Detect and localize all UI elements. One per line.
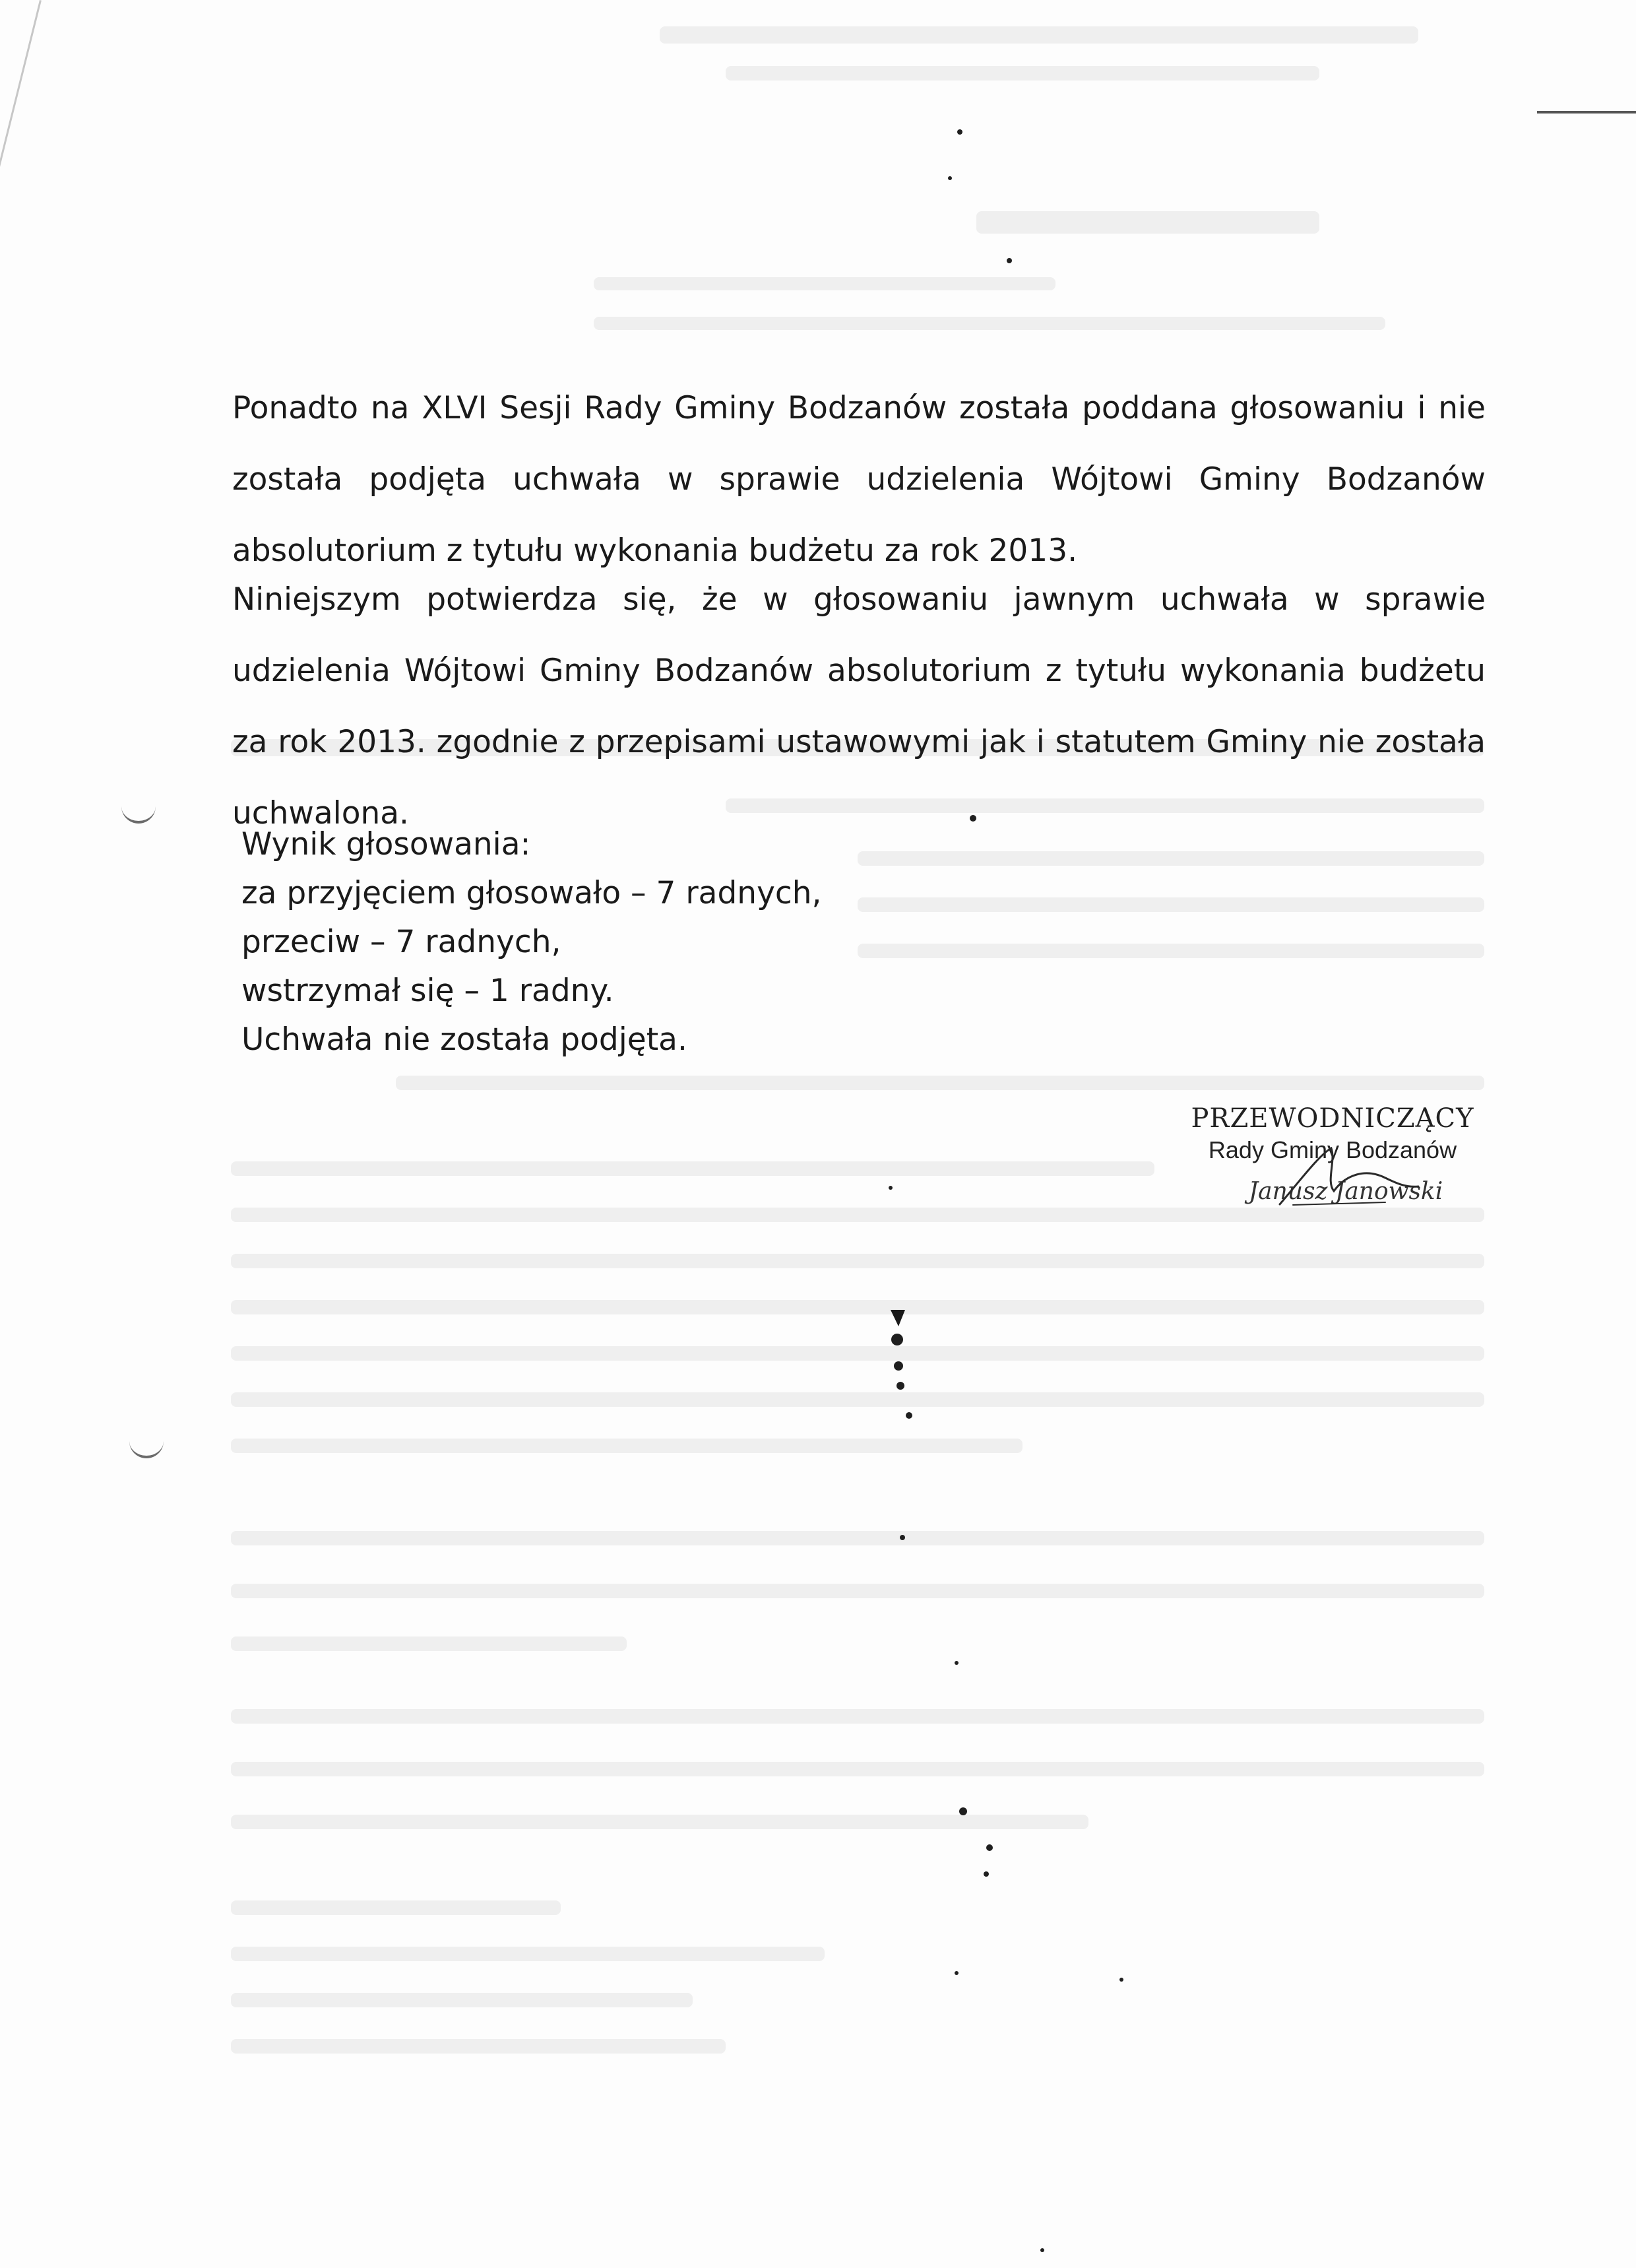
vote-against-count: przeciw – 7 radnych,	[241, 924, 561, 960]
vote-result-heading: Wynik głosowania:	[241, 826, 531, 862]
signature-name: Janusz Janowski	[1248, 1178, 1443, 1205]
handwritten-signature-mark	[1253, 1142, 1425, 1214]
paragraph-confirmation: Niniejszym potwierdza się, że w głosowaniu jawnym uchwała w sprawie udzielenia Wójtowi Gminy Bodzanów absolutorium z tytułu wykonania budżetu za rok 2013. zgodnie z przepisami ustawowymi jak i statutem Gminy nie została uchwalona.	[232, 581, 1486, 831]
signature-stamp	[1121, 1102, 1544, 1218]
paragraph-session-resolution: Ponadto na XLVI Sesji Rady Gminy Bodzanów została poddana głosowaniu i nie została podjęta uchwała w sprawie udzielenia Wójtowi Gminy Bodzanów absolutorium z tytułu wykonania budżetu za rok 2013.	[232, 390, 1486, 569]
signature-title: PRZEWODNICZĄCY	[1191, 1103, 1474, 1134]
signature-organization: Rady Gminy Bodzanów	[1208, 1136, 1457, 1163]
vote-result-block	[241, 822, 1231, 1066]
vote-abstained-count: wstrzymał się – 1 radny.	[241, 973, 614, 1009]
vote-conclusion: Uchwała nie została podjęta.	[241, 1021, 687, 1058]
vote-for-count: za przyjęciem głosowało – 7 radnych,	[241, 875, 822, 911]
